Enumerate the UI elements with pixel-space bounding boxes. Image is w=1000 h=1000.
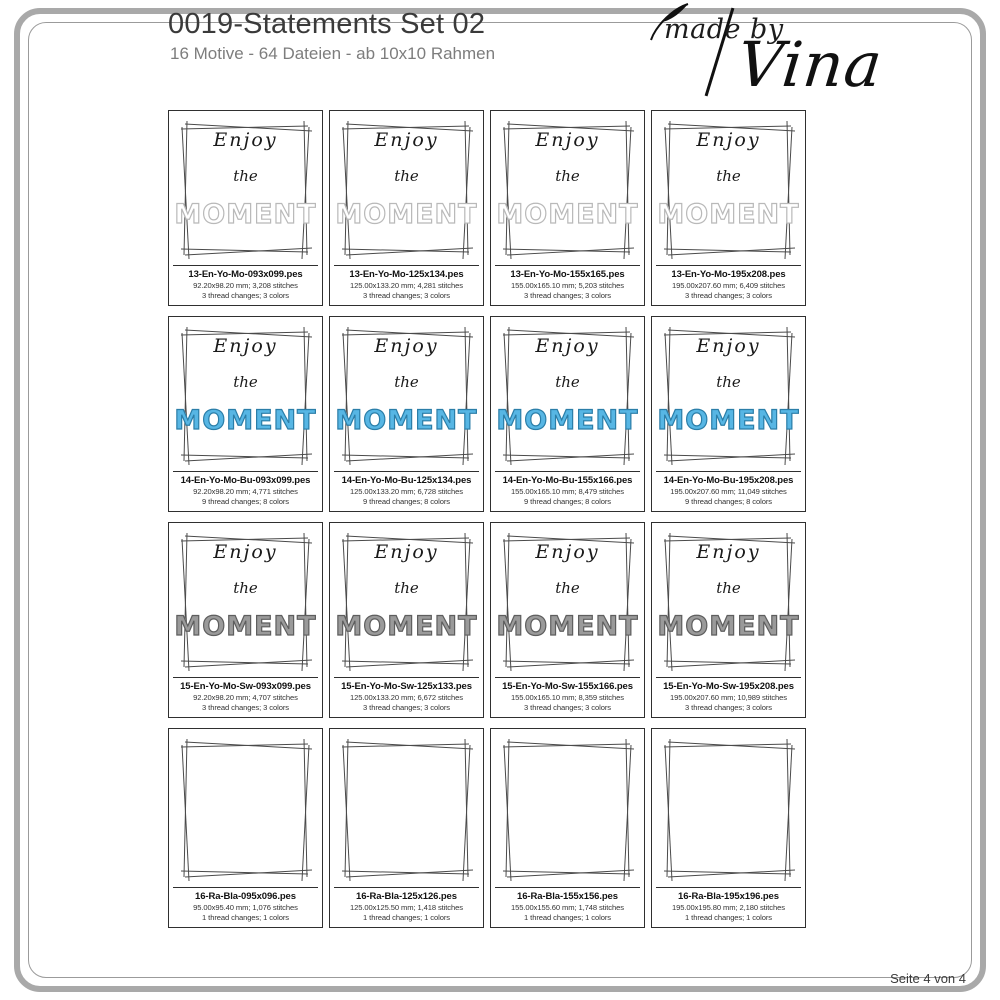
design-caption <box>491 675 644 717</box>
design-dimensions: 92.20x98.20 mm; 4,771 stitches <box>193 487 298 496</box>
design-dimensions: 195.00x207.60 mm; 6,409 stitches <box>672 281 785 290</box>
design-threads: 3 thread changes; 3 colors <box>202 291 289 300</box>
design-preview <box>173 733 318 885</box>
design-threads: 3 thread changes; 3 colors <box>363 703 450 712</box>
design-dimensions: 155.00x155.60 mm; 1,748 stitches <box>511 903 624 912</box>
design-filename: 15-En-Yo-Mo-Sw-093x099.pes <box>173 677 318 692</box>
design-line-the: the <box>716 579 741 597</box>
design-line-the: the <box>233 373 258 391</box>
design-card[interactable] <box>168 522 323 718</box>
design-caption <box>330 675 483 717</box>
design-dimensions: 125.00x133.20 mm; 6,728 stitches <box>350 487 463 496</box>
design-caption <box>169 675 322 717</box>
design-threads: 3 thread changes; 3 colors <box>524 703 611 712</box>
design-filename: 14-En-Yo-Mo-Bu-125x134.pes <box>334 471 479 486</box>
design-threads: 1 thread changes; 1 colors <box>524 913 611 922</box>
design-dimensions: 155.00x165.10 mm; 8,479 stitches <box>511 487 624 496</box>
design-line-enjoy: Enjoy <box>213 335 278 357</box>
design-filename: 16-Ra-Bla-195x196.pes <box>656 887 801 902</box>
design-card[interactable] <box>329 522 484 718</box>
design-card[interactable] <box>651 110 806 306</box>
design-filename: 13-En-Yo-Mo-195x208.pes <box>656 265 801 280</box>
design-line-the: the <box>716 373 741 391</box>
design-threads: 3 thread changes; 3 colors <box>202 703 289 712</box>
design-card[interactable] <box>651 316 806 512</box>
design-card[interactable] <box>490 316 645 512</box>
design-dimensions: 195.00x207.60 mm; 10,989 stitches <box>669 693 787 702</box>
design-line-the: the <box>394 167 419 185</box>
design-line-moment: MOMENT <box>657 199 800 230</box>
brand-logo <box>640 2 970 102</box>
design-card[interactable] <box>168 316 323 512</box>
design-line-enjoy: Enjoy <box>213 129 278 151</box>
design-preview <box>173 527 318 675</box>
design-line-enjoy: Enjoy <box>535 129 600 151</box>
design-line-moment: MOMENT <box>496 611 639 642</box>
design-line-the: the <box>394 373 419 391</box>
design-threads: 3 thread changes; 3 colors <box>685 291 772 300</box>
design-filename: 15-En-Yo-Mo-Sw-125x133.pes <box>334 677 479 692</box>
sketch-frame-icon <box>334 733 479 885</box>
design-card[interactable] <box>651 522 806 718</box>
design-filename: 13-En-Yo-Mo-093x099.pes <box>173 265 318 280</box>
design-line-the: the <box>555 373 580 391</box>
design-line-the: the <box>233 167 258 185</box>
design-dimensions: 195.00x207.60 mm; 11,049 stitches <box>670 487 787 496</box>
design-filename: 15-En-Yo-Mo-Sw-155x166.pes <box>495 677 640 692</box>
design-preview <box>656 321 801 469</box>
design-dimensions: 92.20x98.20 mm; 3,208 stitches <box>193 281 298 290</box>
design-caption <box>169 469 322 511</box>
design-threads: 1 thread changes; 1 colors <box>363 913 450 922</box>
design-line-moment: MOMENT <box>174 611 317 642</box>
design-card[interactable] <box>490 522 645 718</box>
design-preview <box>173 115 318 263</box>
design-line-moment: MOMENT <box>335 611 478 642</box>
design-card[interactable] <box>168 110 323 306</box>
design-preview <box>495 321 640 469</box>
design-line-moment: MOMENT <box>657 405 800 436</box>
design-card[interactable] <box>490 110 645 306</box>
design-line-enjoy: Enjoy <box>696 541 761 563</box>
design-line-the: the <box>233 579 258 597</box>
design-preview <box>173 321 318 469</box>
design-row <box>168 522 810 718</box>
design-dimensions: 95.00x95.40 mm; 1,076 stitches <box>193 903 298 912</box>
design-line-enjoy: Enjoy <box>374 541 439 563</box>
design-dimensions: 92.20x98.20 mm; 4,707 stitches <box>193 693 298 702</box>
design-preview <box>334 321 479 469</box>
design-row <box>168 728 810 928</box>
design-line-moment: MOMENT <box>496 405 639 436</box>
design-line-moment: MOMENT <box>657 611 800 642</box>
design-dimensions: 155.00x165.10 mm; 8,359 stitches <box>511 693 624 702</box>
design-line-enjoy: Enjoy <box>535 335 600 357</box>
design-caption <box>330 469 483 511</box>
design-caption <box>652 885 805 927</box>
design-dimensions: 125.00x133.20 mm; 6,672 stitches <box>350 693 463 702</box>
design-filename: 13-En-Yo-Mo-155x165.pes <box>495 265 640 280</box>
design-filename: 15-En-Yo-Mo-Sw-195x208.pes <box>656 677 801 692</box>
page-title: 0019-Statements Set 02 <box>168 8 486 40</box>
design-line-moment: MOMENT <box>335 405 478 436</box>
design-filename: 14-En-Yo-Mo-Bu-195x208.pes <box>656 471 801 486</box>
design-line-enjoy: Enjoy <box>213 541 278 563</box>
design-threads: 1 thread changes; 1 colors <box>685 913 772 922</box>
design-dimensions: 195.00x195.80 mm; 2,180 stitches <box>672 903 785 912</box>
design-line-the: the <box>394 579 419 597</box>
design-filename: 16-Ra-Bla-095x096.pes <box>173 887 318 902</box>
design-preview <box>656 527 801 675</box>
design-threads: 3 thread changes; 3 colors <box>524 291 611 300</box>
design-dimensions: 125.00x133.20 mm; 4,281 stitches <box>350 281 463 290</box>
design-line-the: the <box>716 167 741 185</box>
design-preview <box>495 733 640 885</box>
design-line-enjoy: Enjoy <box>374 129 439 151</box>
design-filename: 16-Ra-Bla-125x126.pes <box>334 887 479 902</box>
design-grid <box>168 110 810 938</box>
design-line-moment: MOMENT <box>335 199 478 230</box>
design-card[interactable] <box>329 110 484 306</box>
design-row <box>168 110 810 306</box>
design-filename: 16-Ra-Bla-155x156.pes <box>495 887 640 902</box>
page-header <box>0 0 1000 104</box>
design-filename: 14-En-Yo-Mo-Bu-093x099.pes <box>173 471 318 486</box>
design-threads: 3 thread changes; 3 colors <box>363 291 450 300</box>
brand-name-label: Vina <box>734 28 887 101</box>
design-line-enjoy: Enjoy <box>535 541 600 563</box>
design-filename: 13-En-Yo-Mo-125x134.pes <box>334 265 479 280</box>
design-dimensions: 155.00x165.10 mm; 5,203 stitches <box>511 281 624 290</box>
design-dimensions: 125.00x125.50 mm; 1,418 stitches <box>350 903 463 912</box>
design-threads: 9 thread changes; 8 colors <box>363 497 450 506</box>
design-preview <box>334 527 479 675</box>
design-line-moment: MOMENT <box>174 199 317 230</box>
design-caption <box>491 885 644 927</box>
design-threads: 1 thread changes; 1 colors <box>202 913 289 922</box>
design-preview <box>495 527 640 675</box>
design-threads: 9 thread changes; 8 colors <box>202 497 289 506</box>
design-caption <box>330 885 483 927</box>
design-caption <box>169 885 322 927</box>
design-preview <box>656 733 801 885</box>
sketch-frame-icon <box>495 733 640 885</box>
design-caption <box>652 469 805 511</box>
page-subtitle: 16 Motive - 64 Dateien - ab 10x10 Rahmen <box>170 44 496 63</box>
design-preview <box>334 733 479 885</box>
design-preview <box>656 115 801 263</box>
design-caption <box>169 263 322 305</box>
design-caption <box>491 263 644 305</box>
design-threads: 3 thread changes; 3 colors <box>685 703 772 712</box>
design-line-moment: MOMENT <box>174 405 317 436</box>
design-caption <box>330 263 483 305</box>
design-preview <box>495 115 640 263</box>
design-line-moment: MOMENT <box>496 199 639 230</box>
design-line-enjoy: Enjoy <box>374 335 439 357</box>
brand-made-label: made by <box>664 14 784 45</box>
design-caption <box>652 675 805 717</box>
design-line-enjoy: Enjoy <box>696 335 761 357</box>
design-threads: 9 thread changes; 8 colors <box>685 497 772 506</box>
design-caption <box>652 263 805 305</box>
sketch-frame-icon <box>656 733 801 885</box>
design-line-enjoy: Enjoy <box>696 129 761 151</box>
design-row <box>168 316 810 512</box>
design-line-the: the <box>555 579 580 597</box>
design-card[interactable] <box>329 728 484 928</box>
sketch-frame-icon <box>173 733 318 885</box>
design-caption <box>491 469 644 511</box>
design-filename: 14-En-Yo-Mo-Bu-155x166.pes <box>495 471 640 486</box>
design-card[interactable] <box>651 728 806 928</box>
design-card[interactable] <box>168 728 323 928</box>
design-line-the: the <box>555 167 580 185</box>
page-footer: Seite 4 von 4 <box>890 971 966 986</box>
design-card[interactable] <box>329 316 484 512</box>
design-threads: 9 thread changes; 8 colors <box>524 497 611 506</box>
design-preview <box>334 115 479 263</box>
design-card[interactable] <box>490 728 645 928</box>
